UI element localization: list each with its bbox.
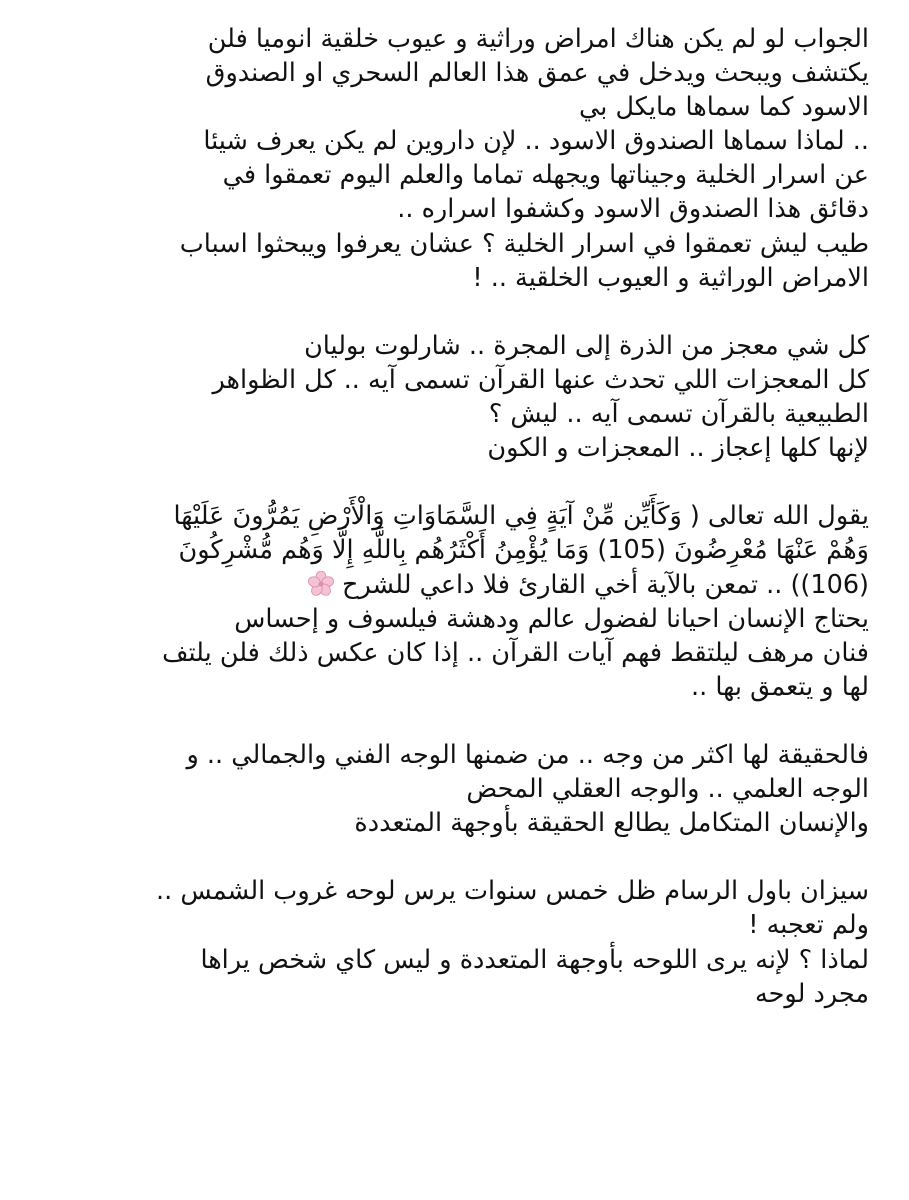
text-line: سيزان باول الرسام ظل خمس سنوات يرس لوحه غروب الشمس .. bbox=[156, 876, 869, 907]
text-line-with-flower bbox=[30, 568, 869, 602]
text-line: الامراض الوراثية و العيوب الخلقية .. ! bbox=[472, 262, 869, 293]
text-line: يقول الله تعالى ( وَكَأَيِّن مِّنْ آيَةٍ فِي السَّمَاوَاتِ وَالْأَرْضِ يَمُرُّونَ عَلَيْهَا bbox=[173, 501, 869, 532]
text-line: يحتاج الإنسان احيانا لفضول عالم ودهشة فيلسوف و إحساس bbox=[234, 603, 869, 634]
paragraph-5 bbox=[30, 874, 869, 1010]
text-line: الوجه العلمي .. والوجه العقلي المحض bbox=[466, 774, 869, 805]
paragraph-gap bbox=[30, 295, 869, 329]
paragraph-gap bbox=[30, 840, 869, 874]
text-line: فالحقيقة لها اكثر من وجه .. من ضمنها الوجه الفني والجمالي .. و bbox=[186, 739, 869, 770]
text-line: مجرد لوحه bbox=[754, 978, 869, 1009]
text-line: عن اسرار الخلية وجيناتها ويجهله تماما والعلم اليوم تعمقوا في bbox=[222, 160, 869, 191]
text-line: وَهُمْ عَنْهَا مُعْرِضُونَ (105) وَمَا يُؤْمِنُ أَكْثَرُهُم بِاللَّهِ إِلَّا وَهُم مُّشْرِكُونَ bbox=[178, 535, 869, 566]
paragraph-4 bbox=[30, 738, 869, 840]
paragraph-3 bbox=[30, 499, 869, 704]
text-line: فنان مرهف ليلتقط فهم آيات القرآن .. إذا كان عكس ذلك فلن يلتف bbox=[162, 637, 869, 668]
text-line: والإنسان المتكامل يطالع الحقيقة بأوجهة المتعددة bbox=[354, 808, 869, 839]
cherry-blossom-icon bbox=[306, 571, 336, 597]
paragraph-gap bbox=[30, 704, 869, 738]
text-line: الجواب لو لم يكن هناك امراض وراثية و عيوب خلقية انوميا فلن bbox=[207, 24, 869, 54]
text-line: ولم تعجبه ! bbox=[748, 910, 869, 941]
text-line: لإنها كلها إعجاز .. المعجزات و الكون bbox=[487, 433, 869, 464]
text-line: دقائق هذا الصندوق الاسود وكشفوا اسراره .. bbox=[397, 194, 869, 225]
text-line: (106)) .. تمعن بالآية أخي القارئ فلا داعي للشرح bbox=[341, 569, 869, 600]
text-line: لماذا ؟ لإنه يرى اللوحه بأوجهة المتعددة و ليس كاي شخص يراها bbox=[200, 944, 869, 975]
text-line: .. لماذا سماها الصندوق الاسود .. لإن داروين لم يكن يعرف شيئا bbox=[203, 126, 869, 157]
text-line: يكتشف ويبحث ويدخل في عمق هذا العالم السحري او الصندوق bbox=[205, 58, 869, 89]
text-line: طيب ليش تعمقوا في اسرار الخلية ؟ عشان يعرفوا ويبحثوا اسباب bbox=[179, 228, 869, 259]
text-line: الطبيعية بالقرآن تسمى آيه .. ليش ؟ bbox=[488, 399, 869, 430]
text-line: لها و يتعمق بها .. bbox=[691, 671, 869, 702]
text-line: الاسود كما سماها مايكل بي bbox=[579, 92, 869, 123]
paragraph-gap bbox=[30, 465, 869, 499]
paragraph-2 bbox=[30, 329, 869, 465]
paragraph-1 bbox=[30, 22, 869, 295]
text-line: كل شي معجز من الذرة إلى المجرة .. شارلوت بوليان bbox=[304, 330, 869, 361]
text-line: كل المعجزات اللي تحدث عنها القرآن تسمى آيه .. كل الظواهر bbox=[212, 364, 869, 395]
